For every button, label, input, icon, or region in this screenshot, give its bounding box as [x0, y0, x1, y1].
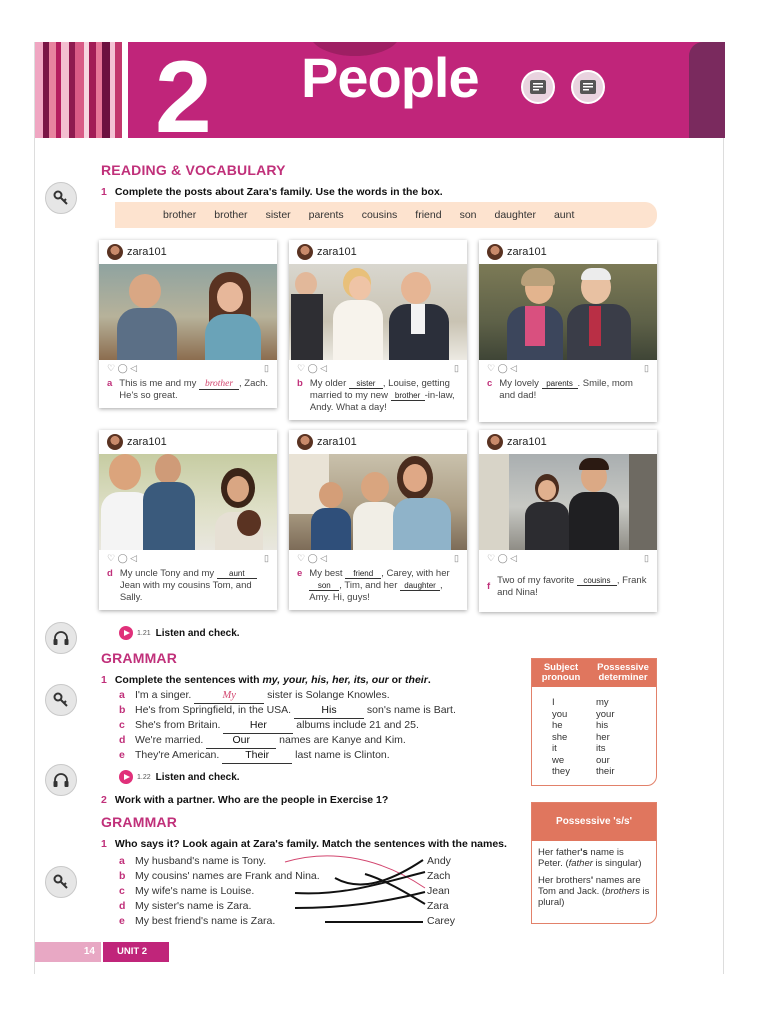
name-option[interactable]: Carey — [427, 915, 456, 927]
sentence — [119, 733, 406, 749]
caption-part: My older — [309, 378, 349, 389]
word-box-item: cousins — [361, 209, 398, 221]
caption-part: Two of my favorite — [497, 575, 577, 586]
item-letter: b — [297, 378, 303, 389]
key-icon[interactable] — [45, 182, 77, 214]
item-letter: d — [119, 900, 126, 912]
table-cell: he — [552, 720, 563, 731]
table-row — [532, 743, 656, 755]
item-letter: c — [487, 378, 493, 389]
word-box-item: brother — [163, 209, 197, 221]
box-text: Her father — [538, 847, 581, 858]
caption-text — [499, 378, 649, 416]
exercise-text: Complete the sentences with — [114, 674, 263, 686]
post-actions[interactable] — [479, 360, 657, 376]
answer-blank[interactable]: His — [294, 703, 364, 719]
table-cell: she — [552, 731, 568, 743]
exercise-instruction — [101, 838, 507, 850]
caption-part: My best — [309, 568, 346, 579]
caption-text — [119, 378, 269, 402]
column-header: Subject pronoun — [541, 662, 581, 683]
caption-part: My lovely — [499, 378, 542, 389]
box-text: father — [568, 858, 593, 869]
avatar — [107, 244, 123, 260]
post-username: zara101 — [127, 246, 167, 258]
column-header: Possessive determiner — [597, 662, 649, 683]
sentence — [119, 884, 254, 899]
textbook-page — [34, 42, 724, 974]
word-box-item: friend — [415, 209, 442, 221]
sentence-text: My best friend's name is Zara. — [135, 915, 276, 927]
photo — [99, 264, 277, 360]
answer-blank[interactable]: aunt — [217, 569, 257, 579]
sentence-text: She's from Britain. — [135, 719, 224, 731]
item-letter: b — [119, 704, 126, 716]
box-text: 's — [580, 847, 588, 858]
listen-text: Listen and check. — [155, 771, 240, 783]
caption-part: , Frank and Nina! — [497, 575, 647, 598]
table-header — [532, 659, 656, 687]
post-header — [99, 240, 277, 264]
match-line — [295, 872, 425, 893]
sentence — [119, 748, 390, 764]
box-text: ' — [590, 875, 594, 886]
section-title-grammar: GRAMMAR — [101, 814, 178, 830]
table-cell: their — [596, 766, 615, 777]
post-caption — [99, 566, 277, 610]
track-number: 1.21 — [137, 629, 151, 637]
item-letter: c — [119, 719, 125, 731]
table-cell: they — [552, 766, 570, 777]
caption-part: , Louise, getting married to my new — [309, 378, 450, 401]
table-row — [532, 720, 656, 732]
track-number: 1.22 — [137, 773, 151, 781]
sentence-text: My husband's name is Tony. — [135, 855, 267, 867]
exercise-text: . — [427, 674, 431, 686]
key-icon[interactable] — [45, 866, 77, 898]
answer-blank[interactable]: brother — [199, 380, 239, 390]
section-title-grammar: GRAMMAR — [101, 650, 178, 666]
photo — [479, 454, 657, 550]
name-option[interactable]: Zara — [427, 900, 449, 912]
post-username: zara101 — [507, 246, 547, 258]
answer-blank[interactable]: sister — [349, 379, 383, 389]
table-row — [532, 697, 656, 709]
post-card — [479, 240, 657, 422]
item-letter: a — [119, 855, 125, 867]
post-caption — [479, 376, 657, 422]
bookmark-icon[interactable]: ▯ — [644, 362, 649, 373]
item-letter: b — [119, 870, 126, 882]
box-text: brothers — [605, 886, 640, 897]
photo — [289, 454, 467, 550]
bookmark-icon[interactable]: ▯ — [264, 552, 269, 563]
sentence — [119, 718, 419, 734]
headphones-icon[interactable] — [45, 764, 77, 796]
like-comment-share-icon[interactable]: ♡ ◯ ◁ — [297, 552, 328, 563]
like-comment-share-icon[interactable]: ♡ ◯ ◁ — [107, 552, 138, 563]
listen-and-check[interactable] — [119, 626, 240, 640]
caption-part: . Smile, mom and dad! — [499, 378, 633, 401]
caption-text — [120, 568, 269, 604]
answer-blank[interactable]: Our — [206, 733, 276, 749]
play-icon[interactable] — [119, 626, 133, 640]
table-cell: your — [596, 708, 615, 720]
match-line — [335, 860, 423, 884]
sentence-text: We're married. — [135, 734, 207, 746]
caption-text — [309, 568, 459, 604]
word-box-item: parents — [308, 209, 344, 221]
sentence-text: albums include 21 and 25. — [293, 719, 419, 731]
word-box-item: daughter — [494, 209, 536, 221]
exercise-text: Complete the posts about Zara's family. Use the words in the box. — [114, 186, 443, 198]
workbook-icon[interactable] — [521, 70, 555, 104]
table-cell: I — [552, 697, 555, 708]
workbook-icon[interactable] — [571, 70, 605, 104]
bookmark-icon[interactable]: ▯ — [644, 552, 649, 563]
answer-blank[interactable]: My — [194, 688, 264, 704]
match-line — [295, 892, 425, 908]
photo — [479, 264, 657, 360]
post-card — [99, 430, 277, 610]
like-comment-share-icon[interactable]: ♡ ◯ ◁ — [487, 552, 518, 563]
sentence — [119, 899, 251, 914]
sentence-text: last name is Clinton. — [292, 749, 390, 761]
box-example — [538, 847, 650, 869]
photo — [289, 264, 467, 360]
table-cell: we — [552, 754, 565, 766]
answer-blank[interactable]: son — [309, 581, 339, 591]
post-caption — [99, 376, 277, 408]
answer-blank[interactable]: Her — [223, 718, 293, 734]
box-body — [532, 841, 656, 908]
avatar — [107, 434, 123, 450]
caption-part: -in-law, Andy. What a day! — [309, 390, 455, 413]
item-letter: e — [119, 749, 125, 761]
sentence-text: My wife's name is Louise. — [135, 885, 255, 897]
post-actions[interactable] — [289, 360, 467, 376]
exercise-keywords: my, your, his, her, its, our — [262, 674, 389, 686]
answer-blank[interactable]: daughter — [400, 581, 440, 591]
answer-blank[interactable]: parents — [542, 379, 578, 389]
exercise-number: 1 — [101, 838, 107, 850]
sentence-text: son's name is Bart. — [364, 704, 456, 716]
post-header — [289, 430, 467, 454]
caption-text — [497, 575, 649, 599]
exercise-instruction — [101, 186, 443, 198]
exercise-keywords: their — [405, 674, 428, 686]
key-icon[interactable] — [45, 684, 77, 716]
table-cell: you — [552, 708, 568, 720]
sentence-text: They're American. — [135, 749, 223, 761]
post-caption — [289, 566, 467, 610]
sentence — [119, 854, 266, 869]
box-text: names are Tom and Jack. ( — [538, 875, 641, 897]
possessive-box — [531, 802, 657, 924]
item-letter: d — [107, 568, 113, 579]
unit-banner — [35, 42, 725, 138]
sentence — [119, 703, 456, 719]
table-row — [532, 755, 656, 767]
caption-part: , Carey, with her — [381, 568, 450, 579]
word-box-item: sister — [265, 209, 291, 221]
matching-lines — [265, 852, 430, 932]
table-cell: his — [596, 720, 609, 731]
box-text: name is Peter. ( — [538, 847, 624, 869]
caption-part: Jean with my cousins Tom, and Sally. — [119, 580, 252, 603]
box-text: is singular) — [592, 858, 642, 869]
post-username: zara101 — [317, 246, 357, 258]
avatar — [297, 244, 313, 260]
caption-part: , Tim, and her — [339, 580, 401, 591]
item-letter: d — [119, 734, 126, 746]
name-option[interactable]: Zach — [427, 870, 451, 882]
post-username: zara101 — [127, 436, 167, 448]
sentence-text: My sister's name is Zara. — [135, 900, 252, 912]
table-row — [532, 766, 656, 778]
post-actions[interactable] — [479, 550, 657, 566]
word-box-item: brother — [214, 209, 248, 221]
section-title-reading: READING & VOCABULARY — [101, 162, 286, 178]
post-header — [99, 430, 277, 454]
exercise-number: 2 — [101, 794, 107, 806]
bookmark-icon[interactable]: ▯ — [454, 552, 459, 563]
exercise-instruction — [101, 794, 388, 806]
name-option[interactable]: Andy — [427, 855, 451, 867]
table-row — [532, 732, 656, 744]
unit-title: People — [301, 46, 479, 109]
item-letter: e — [119, 915, 125, 927]
post-username: zara101 — [317, 436, 357, 448]
unit-number: 2 — [155, 42, 212, 138]
avatar — [297, 434, 313, 450]
sentence-text: He's from Springfield, in the USA. — [135, 704, 294, 716]
answer-blank[interactable]: Their — [222, 748, 292, 764]
sentence — [119, 914, 275, 929]
bookmark-icon[interactable]: ▯ — [454, 362, 459, 373]
avatar — [487, 434, 503, 450]
word-box-item: son — [459, 209, 477, 221]
avatar — [487, 244, 503, 260]
post-username: zara101 — [507, 436, 547, 448]
exercise-number: 1 — [101, 674, 107, 686]
like-comment-share-icon[interactable]: ♡ ◯ ◁ — [107, 362, 138, 373]
post-header — [479, 430, 657, 454]
post-card — [289, 240, 467, 420]
photo — [99, 454, 277, 550]
post-card — [479, 430, 657, 612]
post-card — [289, 430, 467, 610]
box-text: Her brothers — [538, 875, 591, 886]
exercise-text: Work with a partner. Who are the people in Exercise 1? — [114, 794, 389, 806]
table-cell: her — [596, 731, 610, 743]
item-letter: f — [487, 581, 491, 592]
caption-part: This is me and my — [119, 378, 200, 389]
sentence-text: I'm a singer. — [135, 689, 195, 701]
table-cell: its — [596, 743, 606, 754]
caption-text — [310, 378, 459, 414]
post-actions[interactable] — [289, 550, 467, 566]
post-caption — [479, 566, 657, 612]
page-number: 14 — [35, 942, 101, 962]
post-actions[interactable] — [99, 360, 277, 376]
like-comment-share-icon[interactable]: ♡ ◯ ◁ — [297, 362, 328, 373]
exercise-text: or — [388, 674, 406, 686]
box-title: Possessive 's/s' — [532, 803, 656, 841]
listen-text: Listen and check. — [155, 627, 240, 639]
sentence-text: My cousins' names are Frank and Nina. — [135, 870, 320, 882]
word-box-item: aunt — [553, 209, 575, 221]
box-text: is plural) — [538, 886, 650, 908]
headphones-icon[interactable] — [45, 622, 77, 654]
banner-stripes — [35, 42, 128, 138]
table-cell: our — [596, 754, 610, 766]
post-caption — [289, 376, 467, 420]
post-header — [289, 240, 467, 264]
item-letter: e — [297, 568, 303, 579]
box-example — [538, 875, 650, 908]
banner-tab — [689, 42, 725, 138]
caption-part: , Zach. He's so great. — [119, 378, 269, 401]
caption-part: My uncle Tony and my — [119, 568, 217, 579]
sentence-text: names are Kanye and Kim. — [276, 734, 406, 746]
table-cell: it — [552, 743, 557, 754]
sentence-text: sister is Solange Knowles. — [264, 689, 390, 701]
post-actions[interactable] — [99, 550, 277, 566]
like-comment-share-icon[interactable]: ♡ ◯ ◁ — [487, 362, 518, 373]
pronoun-table — [531, 658, 657, 786]
exercise-instruction — [101, 674, 431, 686]
exercise-number: 1 — [101, 186, 107, 198]
answer-blank[interactable]: cousins — [577, 576, 617, 586]
sentence — [119, 688, 390, 704]
bookmark-icon[interactable]: ▯ — [264, 362, 269, 373]
unit-label: UNIT 2 — [103, 942, 169, 962]
post-card — [99, 240, 277, 408]
caption-part: , Amy. Hi, guys! — [309, 580, 443, 603]
post-header — [479, 240, 657, 264]
item-letter: c — [119, 885, 125, 897]
item-letter: a — [119, 689, 125, 701]
table-body — [532, 687, 656, 778]
name-option[interactable]: Jean — [427, 885, 450, 897]
answer-blank[interactable]: brother — [391, 391, 425, 401]
answer-blank[interactable]: friend — [345, 569, 381, 579]
word-box — [115, 202, 657, 228]
listen-and-check[interactable] — [119, 770, 240, 784]
table-row — [532, 709, 656, 721]
item-letter: a — [107, 378, 113, 389]
exercise-text: Who says it? Look again at Zara's family. Match the sentences with the names. — [114, 838, 507, 850]
table-cell: my — [596, 697, 609, 708]
play-icon[interactable] — [119, 770, 133, 784]
